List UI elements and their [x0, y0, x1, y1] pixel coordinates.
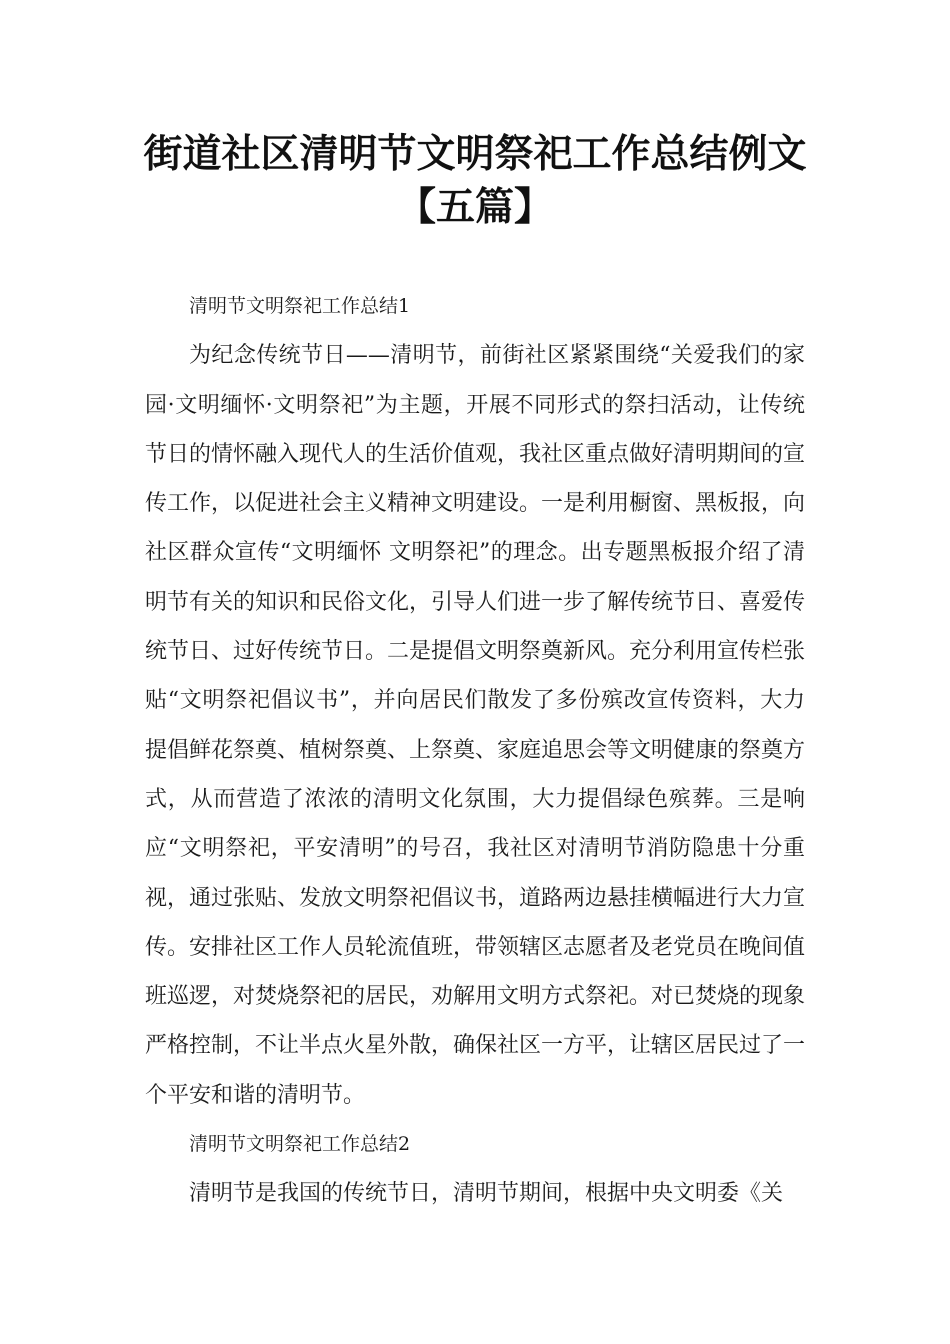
document-title-line-1: 街道社区清明节文明祭祀工作总结例文 [143, 132, 807, 177]
document-title-line-2: 【五篇】 [396, 185, 553, 230]
section-heading-1: 清明节文明祭祀工作总结1 [189, 295, 411, 317]
section-paragraph-1: 为纪念传统节日——清明节，前街社区紧紧围绕“关爱我们的家园·文明缅怀·文明祭祀”为主题，开展不同形式的祭扫活动，让传统节日的情怀融入现代人的生活价值观，我社区重点做好清明期间的宣传工作，以促进社会主义精神文明建设。一是利用橱窗、黑板报，向社区群众宣传“文明缅怀 文明祭祀”的理念。出专题黑板报介绍了清明节有关的知识和民俗文化，引导人们进一步了解传统节日、喜爱传统节日、过好传统节日。二是提倡文明祭奠新风。充分利用宣传栏张贴“文明祭祀倡议书”，并向居民们散发了多份殡改宣传资料，大力提倡鲜花祭奠、植树祭奠、上祭奠、家庭追思会等文明健康的祭奠方式，从而营造了浓浓的清明文化氛围，大力提倡绿色殡葬。三是响应“文明祭祀，平安清明”的号召，我社区对清明节消防隐患十分重视，通过张贴、发放文明祭祀倡议书，道路两边悬挂横幅进行大力宣传。安排社区工作人员轮流值班，带领辖区志愿者及老党员在晚间值班巡逻，对焚烧祭祀的居民，劝解用文明方式祭祀。对已焚烧的现象严格控制，不让半点火星外散，确保社区一方平，让辖区居民过了一个平安和谐的清明节。 [145, 343, 806, 1108]
section-paragraph-2: 清明节是我国的传统节日，清明节期间，根据中央文明委《关 [189, 1181, 784, 1207]
document-title [100, 128, 850, 234]
document-body [145, 282, 805, 1219]
section-heading-2: 清明节文明祭祀工作总结2 [189, 1133, 411, 1156]
